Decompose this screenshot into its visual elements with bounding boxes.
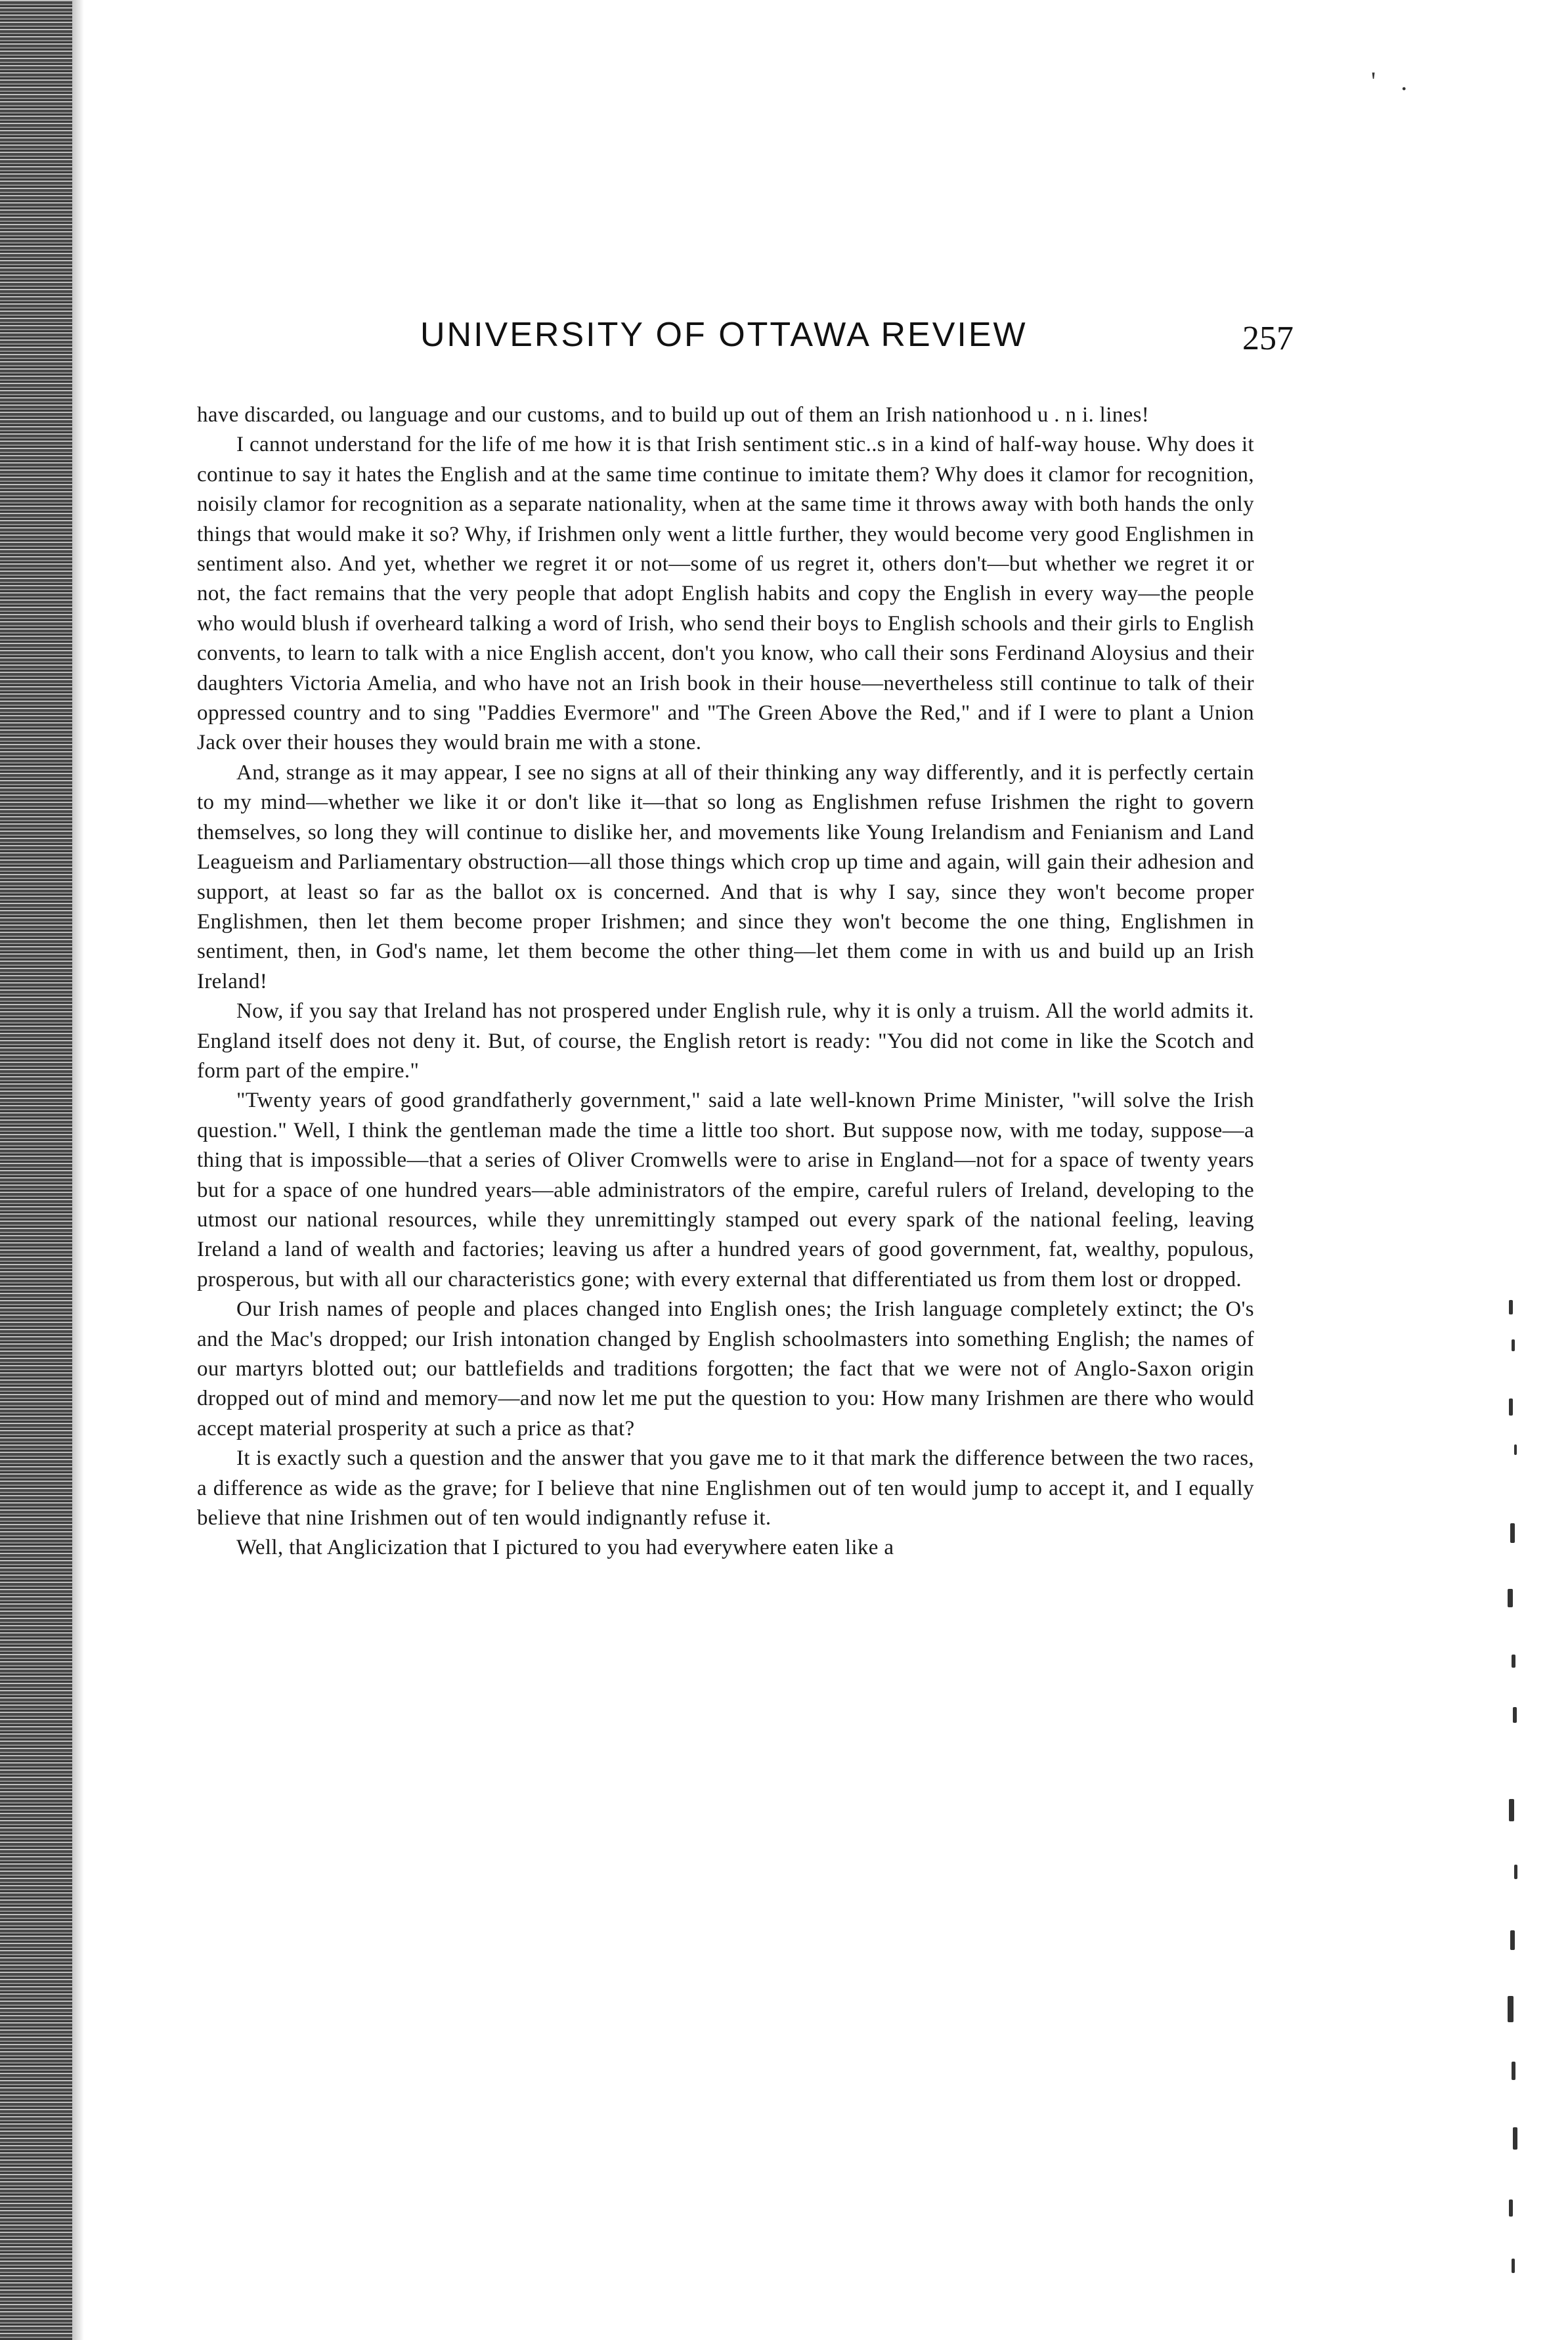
document-page bbox=[197, 315, 1294, 1563]
paragraph: "Twenty years of good grandfatherly government," said a late well-known Prime Minister, "will solve the Irish question." Well, I think the gentleman made the time a little too short. But suppose now, with me today, suppose—a thing that is impossible—that a series of Oliver Cromwells were to arise in England—not for a space of twenty years but for a space of one hundred years—able administrators of the empire, careful rulers of Ireland, developing to the utmost our national resources, while they unremittingly stamped out every spark of the national feeling, leaving Ireland a land of wealth and factories; leaving us after a hundred years of good government, fat, wealthy, populous, prosperous, but with all our characteristics gone; with every external that differentiated us from them lost or dropped. bbox=[197, 1089, 1254, 1291]
paragraph: I cannot understand for the life of me how it is that Irish sentiment stic..s in a kind of half-way house. Why does it continue to say it hates the English and at the same time continue to imitate them? Why does it clamor for recognition, noisily clamor for recognition as a separate nationality, when at the same time it throws away with both hands the only things that would make it so? Why, if Irishmen only went a little further, they would become very good Englishmen in sentiment also. And yet, whether we regret it or not—some of us regret it, others don't—but whether we regret it or not, the fact remains that the very people that adopt English habits and copy the English in every way—the people who would blush if overheard talking a word of Irish, who send their boys to English schools and their girls to English convents, to learn to talk with a nice English accent, don't you know, who call their sons Ferdinand Aloysius and their daughters Victoria Amelia, and who have not an Irish book in their house—nevertheless still continue to talk of their oppressed country and to sing "Paddies Evermore" and "The Green Above the Red," and if I were to plant a Union Jack over their houses they would brain me with a stone. bbox=[197, 433, 1254, 755]
running-header bbox=[197, 315, 1294, 374]
article-body bbox=[197, 401, 1254, 1563]
margin-specks bbox=[1489, 1247, 1568, 2337]
paragraph: Well, that Anglicization that I pictured to you had everywhere eaten like a bbox=[236, 1536, 894, 1560]
paragraph: It is exactly such a question and the answer that you gave me to it that mark the difference between the two races, a difference as wide as the grave; for I believe that nine Englishmen out of ten would jump to accept it, and I equally believe that nine Irishmen out of ten would indignantly refuse it. bbox=[197, 1446, 1254, 1530]
paragraph: Our Irish names of people and places changed into English ones; the Irish language completely extinct; the O's and the Mac's dropped; our Irish intonation changed by English schoolmasters into something English; the names of our martyrs blotted out; our battlefields and traditions forgotten; the fact that we were not of Anglo-Saxon origin dropped out of mind and memory—and now let me put the question to you: How many Irishmen are there who would accept material prosperity at such a price as that? bbox=[197, 1297, 1254, 1441]
journal-title: UNIVERSITY OF OTTAWA REVIEW bbox=[420, 316, 1028, 354]
paragraph: Now, if you say that Ireland has not prospered under English rule, why it is only a truism. All the world admits it. England itself does not deny it. But, of course, the English retort is ready: "You did not come in like the Scotch and form part of the empire." bbox=[197, 999, 1254, 1083]
corner-marks: ' . bbox=[1371, 66, 1417, 96]
scanned-page-edge bbox=[0, 0, 72, 2340]
page-number: 257 bbox=[1242, 320, 1294, 357]
paragraph: And, strange as it may appear, I see no signs at all of their thinking any way differently, and it is perfectly certain to my mind—whether we like it or don't like it—that so long as Englishmen refuse Irishmen the right to govern themselves, so long they will continue to dislike her, and movements like Young Irelandism and Fenianism and Land Leagueism and Parliamentary obstruction—all those things which crop up time and again, will gain their adhesion and support, at least so far as the ballot ox is concerned. And that is why I say, since they won't become proper Englishmen, then let them become proper Irishmen; and since they won't become the one thing, Englishmen in sentiment, then, in God's name, let them become the other thing—let them come in with us and build up an Irish Ireland! bbox=[197, 760, 1254, 993]
paragraph: have discarded, ou language and our customs, and to build up out of them an Irish nationhood u . n i. lines! bbox=[197, 403, 1150, 427]
